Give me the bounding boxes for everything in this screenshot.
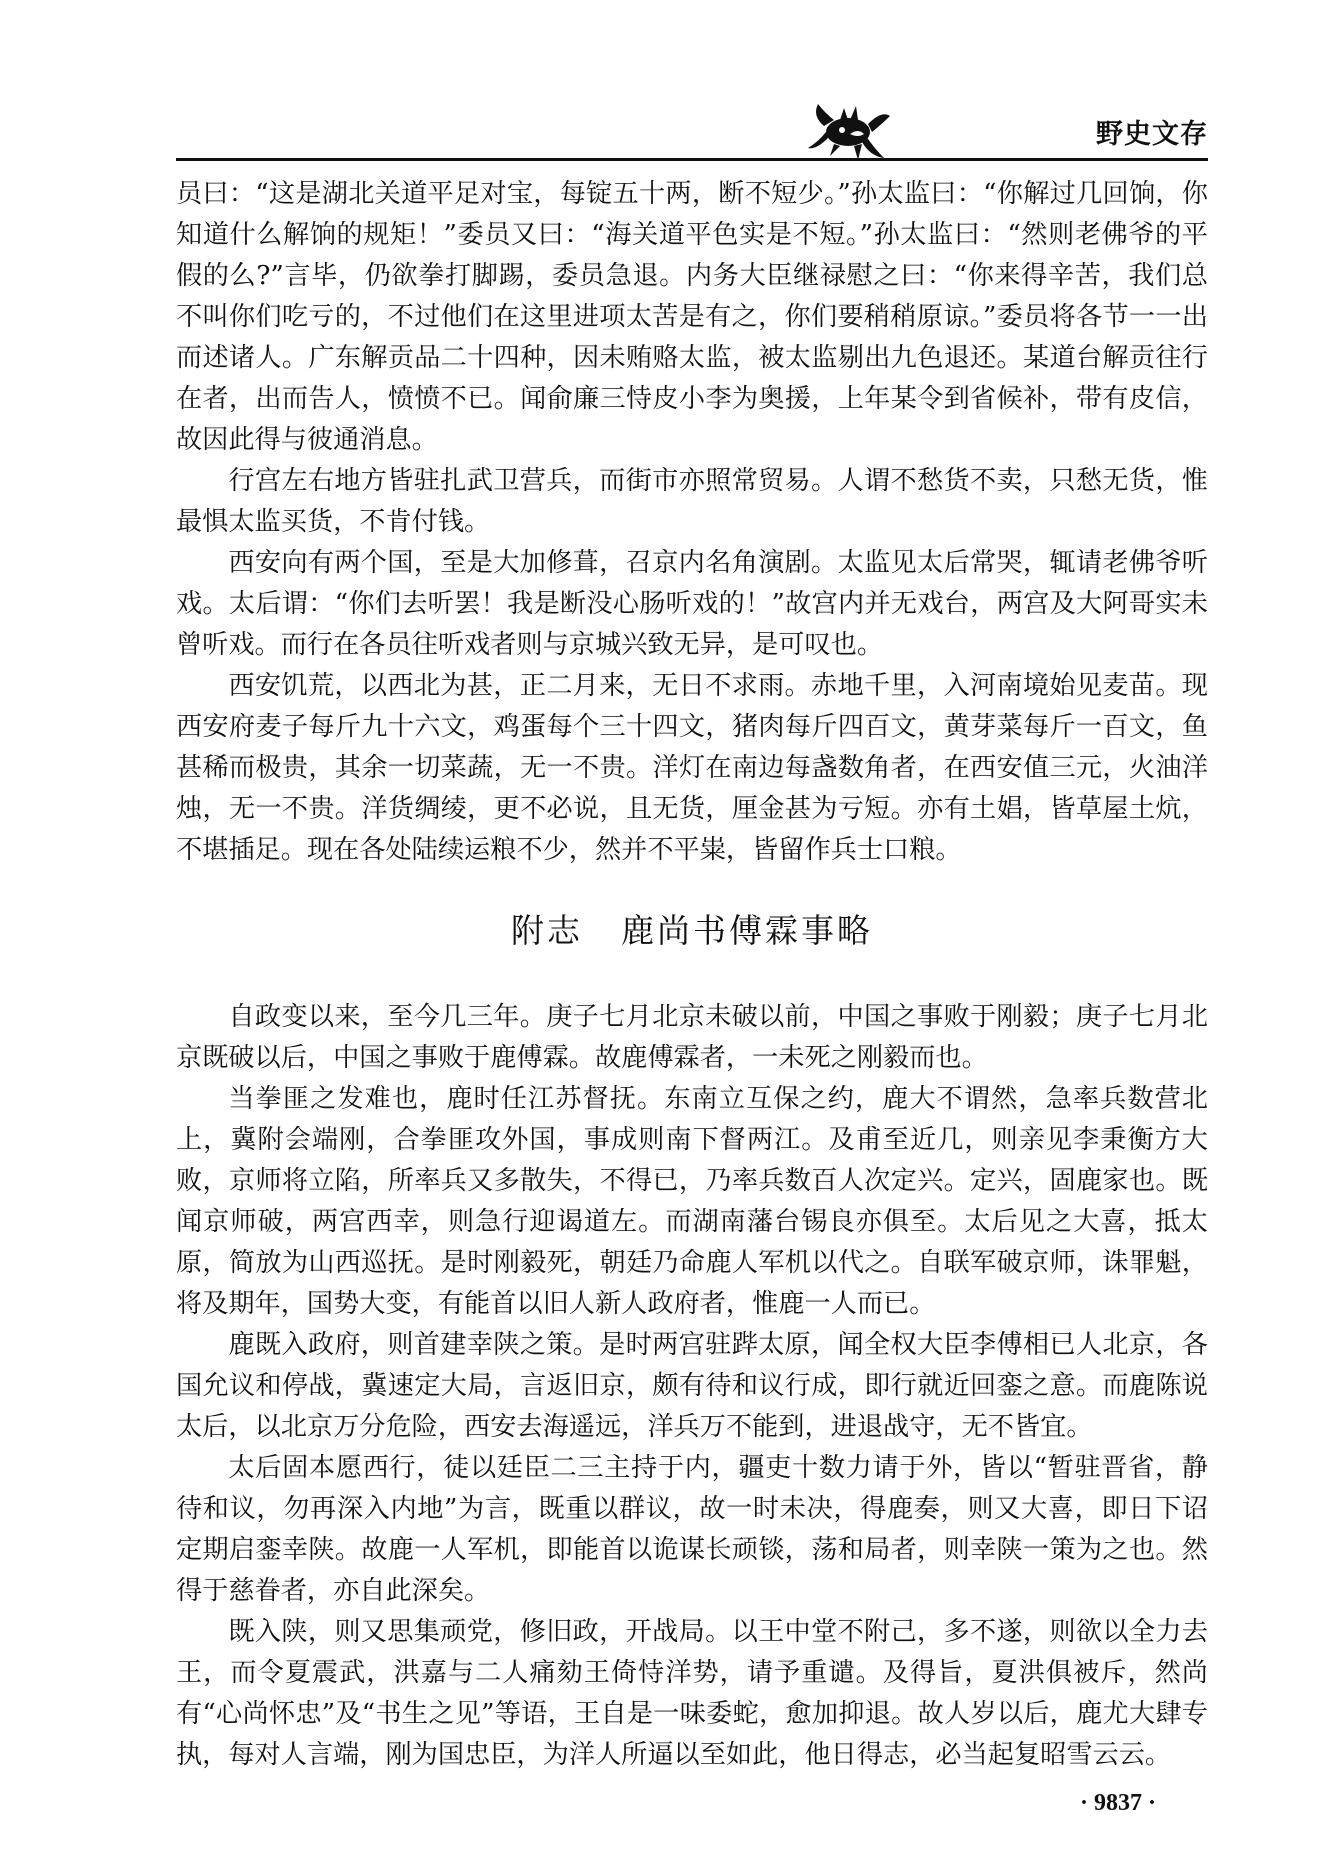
paragraph: 员曰：“这是湖北关道平足对宝，每锭五十两，断不短少。”孙太监曰：“你解过几回饷，你知道什么解饷的规矩！”委员又曰：“海关道平色实是不短。”孙太监曰：“然则老佛爷的平假的么?”言毕，仍欲拳打脚踢，委员急退。内务大臣继禄慰之曰：“你来得辛苦，我们总不叫你们吃亏的，不过他们在这里进项太苦是有之，你们要稍稍原谅。”委员将各节一一出而述诸人。广东解贡品二十四种，因未贿赂太监，被太监剔出九色退还。某道台解贡往行在者，出而告人，愤愤不已。闻俞廉三恃皮小李为奥援，上年某令到省候补，带有皮信，故因此得与彼通消息。	[176, 179, 1208, 455]
section-title: 鹿尚书傅霖事略	[621, 911, 873, 950]
dragon-emblem-icon	[804, 98, 896, 162]
body-text	[176, 174, 1208, 1776]
paragraph: 既入陕，则又思集顽党，修旧政，开战局。以王中堂不附己，多不遂，则欲以全力去王，而令夏震武，洪嘉与二人痛劾王倚恃洋势，请予重谴。及得旨，夏洪俱被斥，然尚有“心尚怀忠”及“书生之见”等语，王自是一味委蛇，愈加抑退。故人岁以后，鹿尤大肆专执，每对人言端，刚为国忠臣，为洋人所逼以至如此，他日得志，必当起复昭雪云云。	[176, 1617, 1208, 1770]
header-rule	[176, 158, 1208, 161]
paragraph: 自政变以来，至今几三年。庚子七月北京未破以前，中国之事败于刚毅；庚子七月北京既破以后，中国之事败于鹿傅霖。故鹿傅霖者，一未死之刚毅而也。	[176, 1002, 1208, 1073]
page-number: · 9837 ·	[1080, 1790, 1157, 1816]
section-label: 附志	[511, 911, 583, 950]
paragraph: 鹿既入政府，则首建幸陕之策。是时两宫驻跸太原，闻全权大臣李傅相已人北京，各国允议和停战，冀速定大局，言返旧京，颇有待和议行成，即行就近回銮之意。而鹿陈说太后，以北京万分危险，西安去海遥远，洋兵万不能到，进退战守，无不皆宜。	[176, 1330, 1208, 1442]
paragraph: 西安饥荒，以西北为甚，正二月来，无日不求雨。赤地千里，入河南境始见麦苗。现西安府麦子每斤九十六文，鸡蛋每个三十四文，猪肉每斤四百文，黄芽菜每斤一百文，鱼甚稀而极贵，其余一切菜蔬，无一不贵。洋灯在南边每盏数角者，在西安值三元，火油洋烛，无一不贵。洋货绸绫，更不必说，且无货，厘金甚为亏短。亦有土娼，皆草屋土炕，不堪插足。现在各处陆续运粮不少，然并不平粜，皆留作兵士口粮。	[176, 671, 1208, 865]
running-header	[176, 94, 1208, 164]
paragraph: 行宫左右地方皆驻扎武卫营兵，而街市亦照常贸易。人谓不愁货不卖，只愁无货，惟最惧太监买货，不肯付钱。	[176, 466, 1208, 537]
paragraph: 太后固本愿西行，徒以廷臣二三主持于内，疆吏十数力请于外，皆以“暂驻晋省，静待和议，勿再深入内地”为言，既重以群议，故一时未决，得鹿奏，则又大喜，即日下诏定期启銮幸陕。故鹿一人军机，即能首以诡谋长顽锬，荡和局者，则幸陕一策为之也。然得于慈眷者，亦自此深矣。	[176, 1453, 1208, 1606]
paragraph: 当拳匪之发难也，鹿时任江苏督抚。东南立互保之约，鹿大不谓然，急率兵数营北上，冀附会端刚，合拳匪攻外国，事成则南下督两江。及甫至近几，则亲见李秉衡方大败，京师将立陷，所率兵又多散失，不得已，乃率兵数百人次定兴。定兴，固鹿家也。既闻京师破，两宫西幸，则急行迎谒道左。而湖南藩台锡良亦俱至。太后见之大喜，抵太原，简放为山西巡抚。是时刚毅死，朝廷乃命鹿人军机以代之。自联军破京师，诛罪魁，将及期年，国势大变，有能首以旧人新人政府者，惟鹿一人而已。	[176, 1084, 1208, 1319]
series-title: 野史文存	[1096, 119, 1208, 150]
section-heading	[176, 911, 1208, 951]
paragraph: 西安向有两个国，至是大加修葺，召京内名角演剧。太监见太后常哭，辄请老佛爷听戏。太后谓：“你们去听罢！我是断没心肠听戏的！”故宫内并无戏台，两宫及大阿哥实未曾听戏。而行在各员往听戏者则与京城兴致无异，是可叹也。	[176, 548, 1208, 660]
